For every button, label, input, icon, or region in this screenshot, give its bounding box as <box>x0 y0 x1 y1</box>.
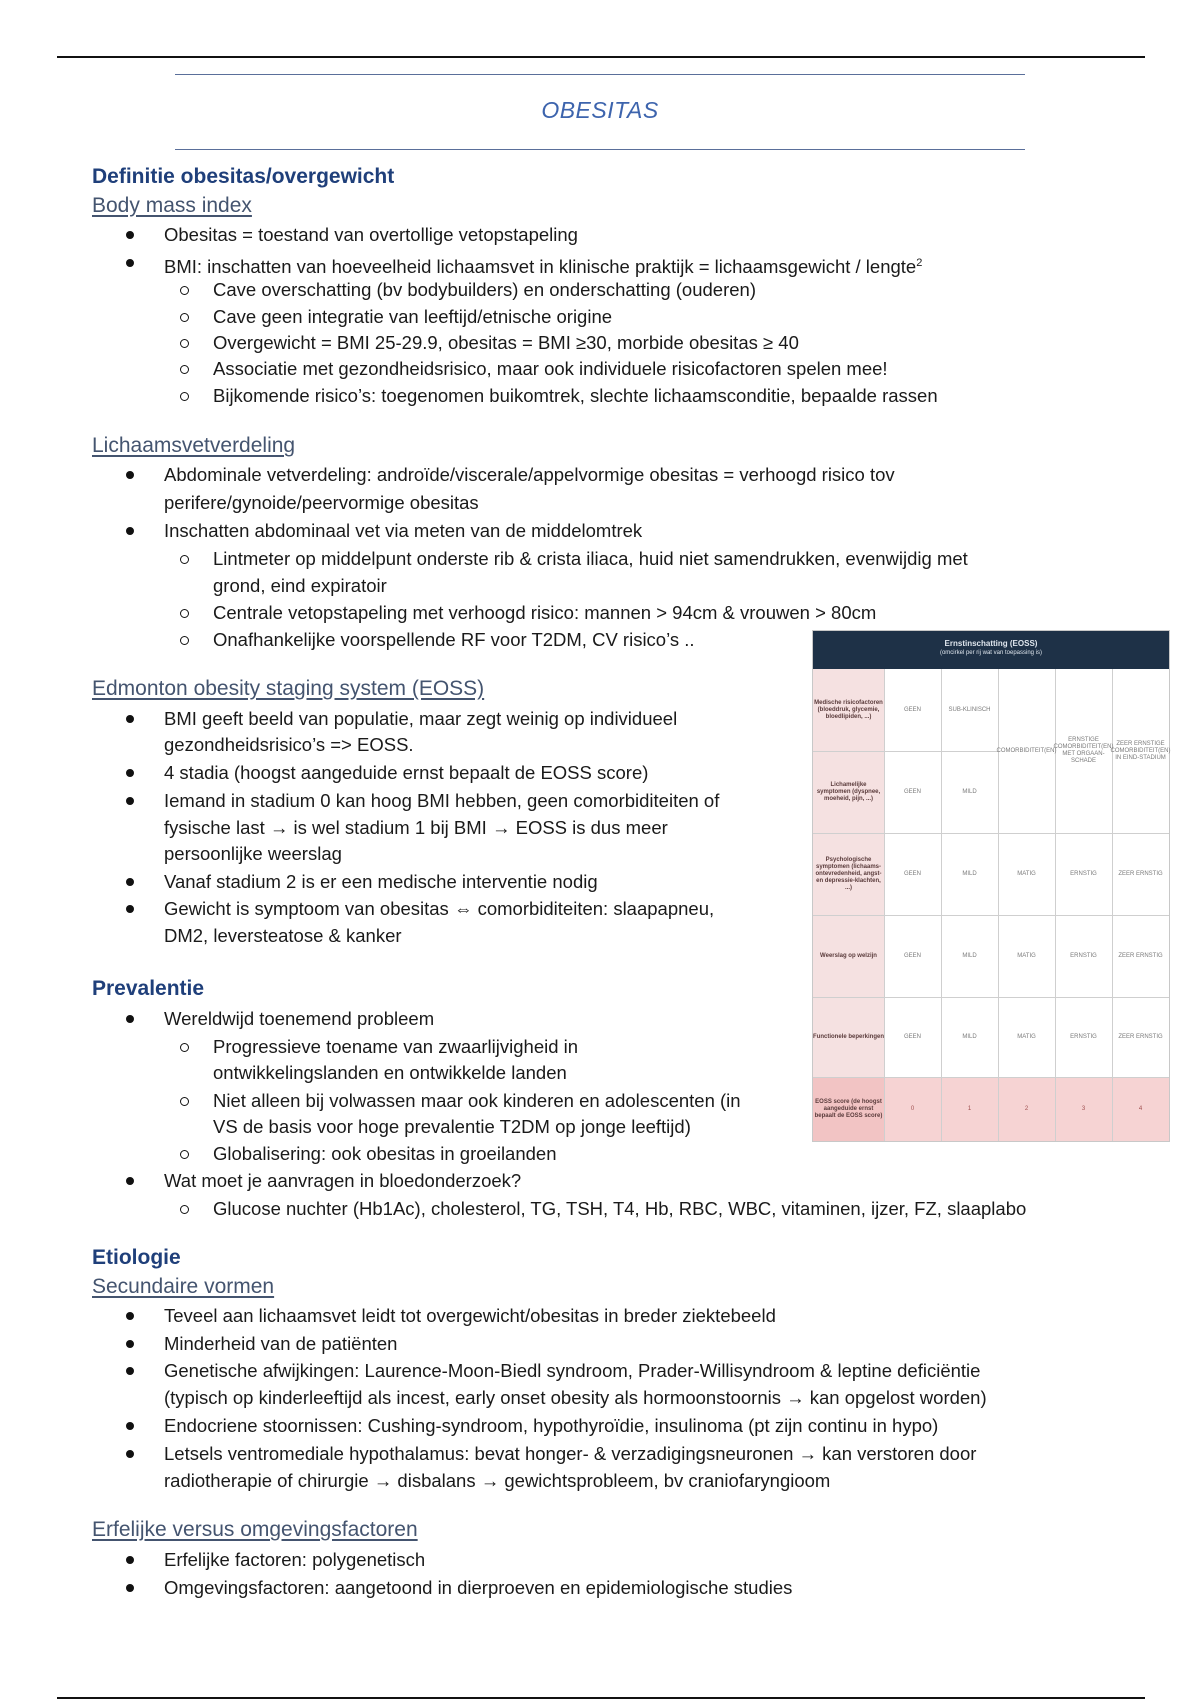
circle-bullet-icon <box>180 1205 189 1214</box>
bullet-icon <box>126 231 134 239</box>
list-item: Associatie met gezondheidsrisico, maar ook individuele risicofactoren spelen mee! <box>213 358 888 379</box>
eoss-cell: ERNSTIG <box>1070 1033 1097 1040</box>
eoss-cell: GEEN <box>903 1033 921 1040</box>
eoss-cell: ERNSTIG <box>1070 870 1097 877</box>
list-item: Bijkomende risico’s: toegenomen buikomtrek, slechte lichaamsconditie, bepaalde rassen <box>213 385 938 406</box>
eoss-cell: GEEN <box>903 788 921 795</box>
list-item: Cave geen integratie van leeftijd/etnische origine <box>213 306 613 327</box>
subheading-eoss: Edmonton obesity staging system (EOSS) <box>92 677 485 700</box>
eoss-cell: MILD <box>962 952 977 959</box>
eoss-cell: MATIG <box>1017 952 1036 959</box>
eoss-table-header <box>813 631 1169 669</box>
bullet-icon <box>126 1340 134 1348</box>
bullet-icon <box>126 769 134 777</box>
circle-bullet-icon <box>180 286 189 295</box>
eoss-cell: MATIG <box>1017 1033 1036 1040</box>
circle-bullet-icon <box>180 555 189 564</box>
title-rule-top <box>175 74 1025 75</box>
circle-bullet-icon <box>180 1097 189 1106</box>
bullet-icon <box>126 259 134 267</box>
list-item: BMI geeft beeld van populatie, maar zegt weinig op individueel <box>164 708 678 729</box>
circle-bullet-icon <box>180 636 189 645</box>
circle-bullet-icon <box>180 1043 189 1052</box>
bullet-icon <box>126 905 134 913</box>
bottom-rule <box>57 1697 1145 1699</box>
list-item-continued: ontwikkelingslanden en ontwikkelde landen <box>213 1062 567 1083</box>
eoss-cell: GEEN <box>903 952 921 959</box>
bullet-icon <box>126 527 134 535</box>
heading-prevalentie: Prevalentie <box>92 977 205 1000</box>
list-item-continued: gezondheidsrisico’s => EOSS. <box>164 734 414 755</box>
circle-bullet-icon <box>180 365 189 374</box>
eoss-table-image <box>812 630 1170 1142</box>
eoss-score: 0 <box>910 1105 915 1112</box>
list-item: Onafhankelijke voorspellende RF voor T2DM, CV risico’s .. <box>213 629 695 650</box>
eoss-cell: ZEER ERNSTIG <box>1118 1033 1163 1040</box>
superscript: 2 <box>916 257 923 269</box>
list-item: Wereldwijd toenemend probleem <box>164 1008 435 1029</box>
eoss-cell: MILD <box>962 870 977 877</box>
list-item: Wat moet je aanvragen in bloedonderzoek? <box>164 1170 522 1191</box>
list-item-continued: fysische last → is wel stadium 1 bij BMI → EOSS is dus meer <box>164 817 668 838</box>
heading-definitie: Definitie obesitas/overgewicht <box>92 165 395 188</box>
list-item: Genetische afwijkingen: Laurence-Moon-Biedl syndroom, Prader-Willisyndroom & leptine deficiëntie <box>164 1360 981 1381</box>
circle-bullet-icon <box>180 609 189 618</box>
list-item: Vanaf stadium 2 is er een medische interventie nodig <box>164 871 598 892</box>
top-rule <box>57 56 1145 58</box>
eoss-score-label: EOSS score (de hoogst aangeduide ernst bepaalt de EOSS score) <box>813 1077 884 1141</box>
list-item: Centrale vetopstapeling met verhoogd risico: mannen > 94cm & vrouwen > 80cm <box>213 602 877 623</box>
eoss-cell: ERNSTIG <box>1070 952 1097 959</box>
list-item: Teveel aan lichaamsvet leidt tot overgewicht/obesitas in breder ziektebeeld <box>164 1305 776 1326</box>
list-item: Progressieve toename van zwaarlijvigheid in <box>213 1036 579 1057</box>
list-item: Erfelijke factoren: polygenetisch <box>164 1549 426 1570</box>
bullet-icon <box>126 471 134 479</box>
eoss-cell: ZEER ERNSTIG <box>1118 870 1163 877</box>
list-item-continued: persoonlijke weerslag <box>164 843 342 864</box>
bullet-icon <box>126 1584 134 1592</box>
list-item: Minderheid van de patiënten <box>164 1333 398 1354</box>
eoss-cell: ZEER ERNSTIG <box>1118 952 1163 959</box>
list-item: Globalisering: ook obesitas in groeilanden <box>213 1143 557 1164</box>
list-item: Abdominale vetverdeling: androïde/viscerale/appelvormige obesitas = verhoogd risico tov <box>164 464 895 485</box>
subheading-vetverdeling: Lichaamsvetverdeling <box>92 434 296 457</box>
bullet-icon <box>126 1015 134 1023</box>
bullet-icon <box>126 1450 134 1458</box>
list-item-continued: radiotherapie of chirurgie → disbalans → gewichtsprobleem, bv craniofaryngioom <box>164 1470 831 1491</box>
list-item-text: BMI: inschatten van hoeveelheid lichaamsvet in klinische praktijk = lichaamsgewicht / lengte <box>164 256 917 278</box>
page-title: OBESITAS <box>541 97 659 123</box>
list-item: Overgewicht = BMI 25-29.9, obesitas = BMI ≥30, morbide obesitas ≥ 40 <box>213 332 799 353</box>
bullet-icon <box>126 878 134 886</box>
eoss-cell: MATIG <box>1017 870 1036 877</box>
list-item: Gewicht is symptoom van obesitas ⇔ comorbiditeiten: slaapapneu, <box>164 898 715 919</box>
eoss-table-subtitle: (omcirkel per rij wat van toepassing is) <box>939 650 1043 656</box>
eoss-cell: MILD <box>962 788 977 795</box>
eoss-merged-cell: ERNSTIGE COMORBIDITEIT(EN) MET ORGAAN-SCHADE <box>1053 737 1114 764</box>
list-item: Lintmeter op middelpunt onderste rib & crista iliaca, huid niet samendrukken, evenwijdig met <box>213 548 968 569</box>
list-item: Inschatten abdominaal vet via meten van de middelomtrek <box>164 520 643 541</box>
subheading-erfelijk: Erfelijke versus omgevingsfactoren <box>92 1518 418 1541</box>
circle-bullet-icon <box>180 1150 189 1159</box>
bullet-icon <box>126 1556 134 1564</box>
eoss-cell: MILD <box>962 1033 977 1040</box>
bullet-icon <box>126 1312 134 1320</box>
eoss-merged-cell: COMORBIDITEIT(EN) <box>996 747 1057 754</box>
circle-bullet-icon <box>180 339 189 348</box>
bullet-icon <box>126 1367 134 1375</box>
eoss-score: 1 <box>967 1105 972 1112</box>
eoss-row-label: Medische risicofactoren (bloeddruk, glycemie, bloedlipiden, ...) <box>813 669 884 751</box>
list-item: 4 stadia (hoogst aangeduide ernst bepaalt de EOSS score) <box>164 762 649 783</box>
eoss-score: 2 <box>1024 1105 1029 1112</box>
eoss-cell: GEEN <box>903 706 921 713</box>
bullet-icon <box>126 797 134 805</box>
eoss-cell: GEEN <box>903 870 921 877</box>
eoss-row-label: Psychologische symptomen (lichaams-ontevredenheid, angst- en depressie-klachten, ...) <box>813 833 884 915</box>
circle-bullet-icon <box>180 392 189 401</box>
eoss-row-label: Functionele beperkingen <box>813 997 884 1077</box>
bullet-icon <box>126 715 134 723</box>
eoss-score: 4 <box>1138 1105 1143 1112</box>
list-item: Niet alleen bij volwassen maar ook kinderen en adolescenten (in <box>213 1090 741 1111</box>
subheading-secundair: Secundaire vormen <box>92 1275 275 1298</box>
eoss-row-label: Lichamelijke symptomen (dyspnee, moeheid, pijn, ...) <box>813 751 884 833</box>
list-item: Obesitas = toestand van overtollige vetopstapeling <box>164 224 578 245</box>
list-item: Cave overschatting (bv bodybuilders) en onderschatting (ouderen) <box>213 279 756 300</box>
list-item: Glucose nuchter (Hb1Ac), cholesterol, TG, TSH, T4, Hb, RBC, WBC, vitaminen, ijzer, FZ, slaaplabo <box>213 1198 1027 1219</box>
bullet-icon <box>126 1422 134 1430</box>
list-item <box>164 250 922 280</box>
bullet-icon <box>126 1177 134 1185</box>
eoss-row-label: Weerslag op welzijn <box>813 915 884 997</box>
eoss-cell: SUB-KLINISCH <box>948 706 991 713</box>
eoss-merged-cell: ZEER ERNSTIGE COMORBIDITEIT(EN) IN EIND-STADIUM <box>1110 740 1171 761</box>
heading-etiologie: Etiologie <box>92 1246 181 1269</box>
eoss-table-title: Ernstinschatting (EOSS) <box>944 639 1038 648</box>
list-item-continued: VS de basis voor hoge prevalentie T2DM op jonge leeftijd) <box>213 1116 691 1137</box>
list-item-continued: (typisch op kinderleeftijd als incest, early onset obesity als hormoonstoornis → kan opgelost worden) <box>164 1387 987 1408</box>
list-item: Omgevingsfactoren: aangetoond in dierproeven en epidemiologische studies <box>164 1577 793 1598</box>
subheading-bmi: Body mass index <box>92 194 252 217</box>
list-item: Iemand in stadium 0 kan hoog BMI hebben, geen comorbiditeiten of <box>164 790 720 811</box>
circle-bullet-icon <box>180 313 189 322</box>
list-item-continued: perifere/gynoide/peervormige obesitas <box>164 492 479 513</box>
list-item: Letsels ventromediale hypothalamus: bevat honger- & verzadigingsneuronen → kan verstoren door <box>164 1443 977 1464</box>
list-item-continued: DM2, leversteatose & kanker <box>164 925 402 946</box>
eoss-score: 3 <box>1081 1105 1086 1112</box>
list-item: Endocriene stoornissen: Cushing-syndroom, hypothyroïdie, insulinoma (pt zijn continu in hypo) <box>164 1415 939 1436</box>
title-rule-bottom <box>175 149 1025 150</box>
list-item-continued: grond, eind expiratoir <box>213 575 387 596</box>
